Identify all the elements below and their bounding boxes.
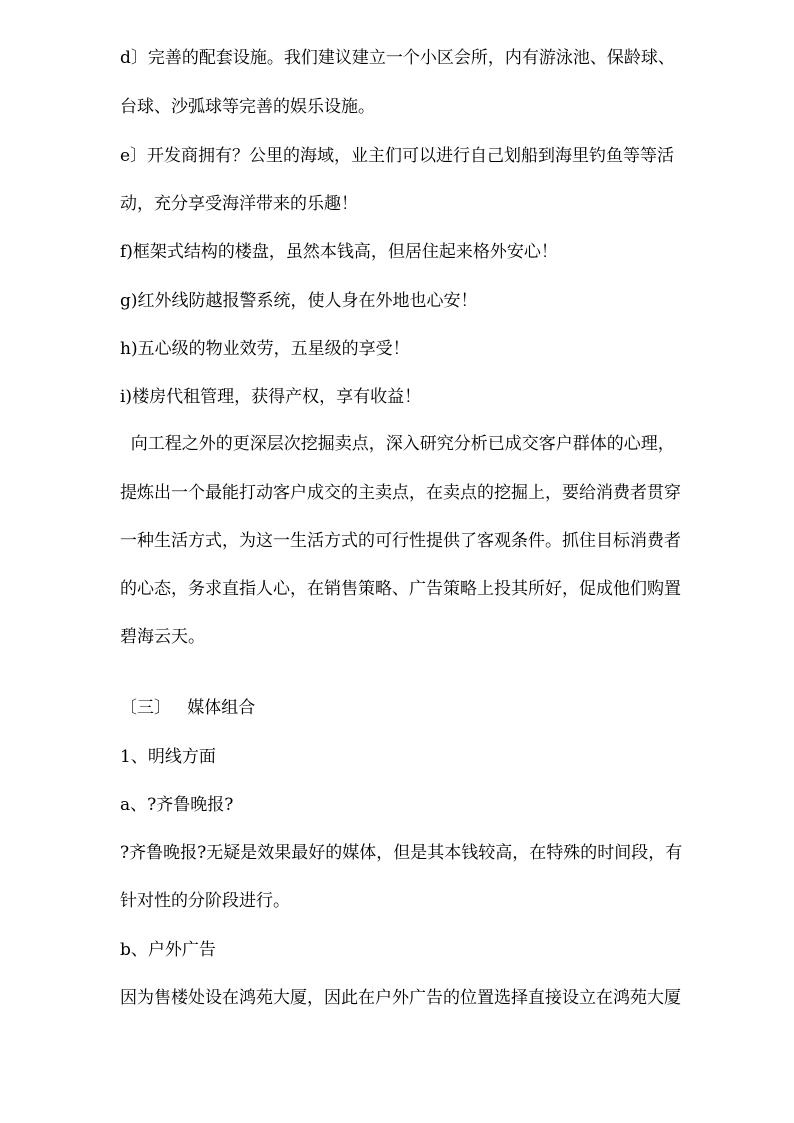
item-title: b、户外广告 xyxy=(120,940,216,960)
text-line: 提炼出一个最能打动客户成交的主卖点，在卖点的挖掘上，要给消费者贯穿 xyxy=(120,483,681,503)
text-line: 一种生活方式，为这一生活方式的可行性提供了客观条件。抓住目标消费者 xyxy=(120,531,681,551)
text-line: ?齐鲁晚报?无疑是效果最好的媒体，但是其本钱较高，在特殊的时间段，有 xyxy=(120,843,683,863)
text-line: i)楼房代租管理，获得产权，享有收益！ xyxy=(120,387,422,407)
text-line: 向工程之外的更深层次挖掘卖点，深入研究分析已成交客户群体的心理， xyxy=(120,434,675,454)
text-line: e〕开发商拥有？公里的海域，业主们可以进行自己划船到海里钓鱼等等活 xyxy=(120,146,675,166)
text-line: 针对性的分阶段进行。 xyxy=(120,891,290,911)
text-line: 因为售楼处设在鸿苑大厦，因此在户外广告的位置选择直接设立在鸿苑大厦 xyxy=(120,988,681,1008)
text-line: 动，充分享受海洋带来的乐趣！ xyxy=(120,194,358,214)
text-line: f)框架式结构的楼盘，虽然本钱高，但居住起来格外安心！ xyxy=(120,242,558,262)
text-line: h)五心级的物业效劳，五星级的享受！ xyxy=(120,339,410,359)
text-line: 碧海云天。 xyxy=(120,627,205,647)
item-title: a、?齐鲁晚报? xyxy=(120,795,234,815)
text-line: d〕完善的配套设施。我们建议建立一个小区会所，内有游泳池、保龄球、 xyxy=(120,48,675,68)
section-heading: 〔三〕 媒体组合 xyxy=(120,698,256,718)
text-line: 台球、沙弧球等完善的娱乐设施。 xyxy=(120,97,375,117)
text-line: 的心态，务求直指人心，在销售策略、广告策略上投其所好，促成他们购置 xyxy=(120,579,681,599)
text-line: g)红外线防越报警系统，使人身在外地也心安！ xyxy=(120,291,478,311)
subheading: 1、明线方面 xyxy=(120,747,216,767)
